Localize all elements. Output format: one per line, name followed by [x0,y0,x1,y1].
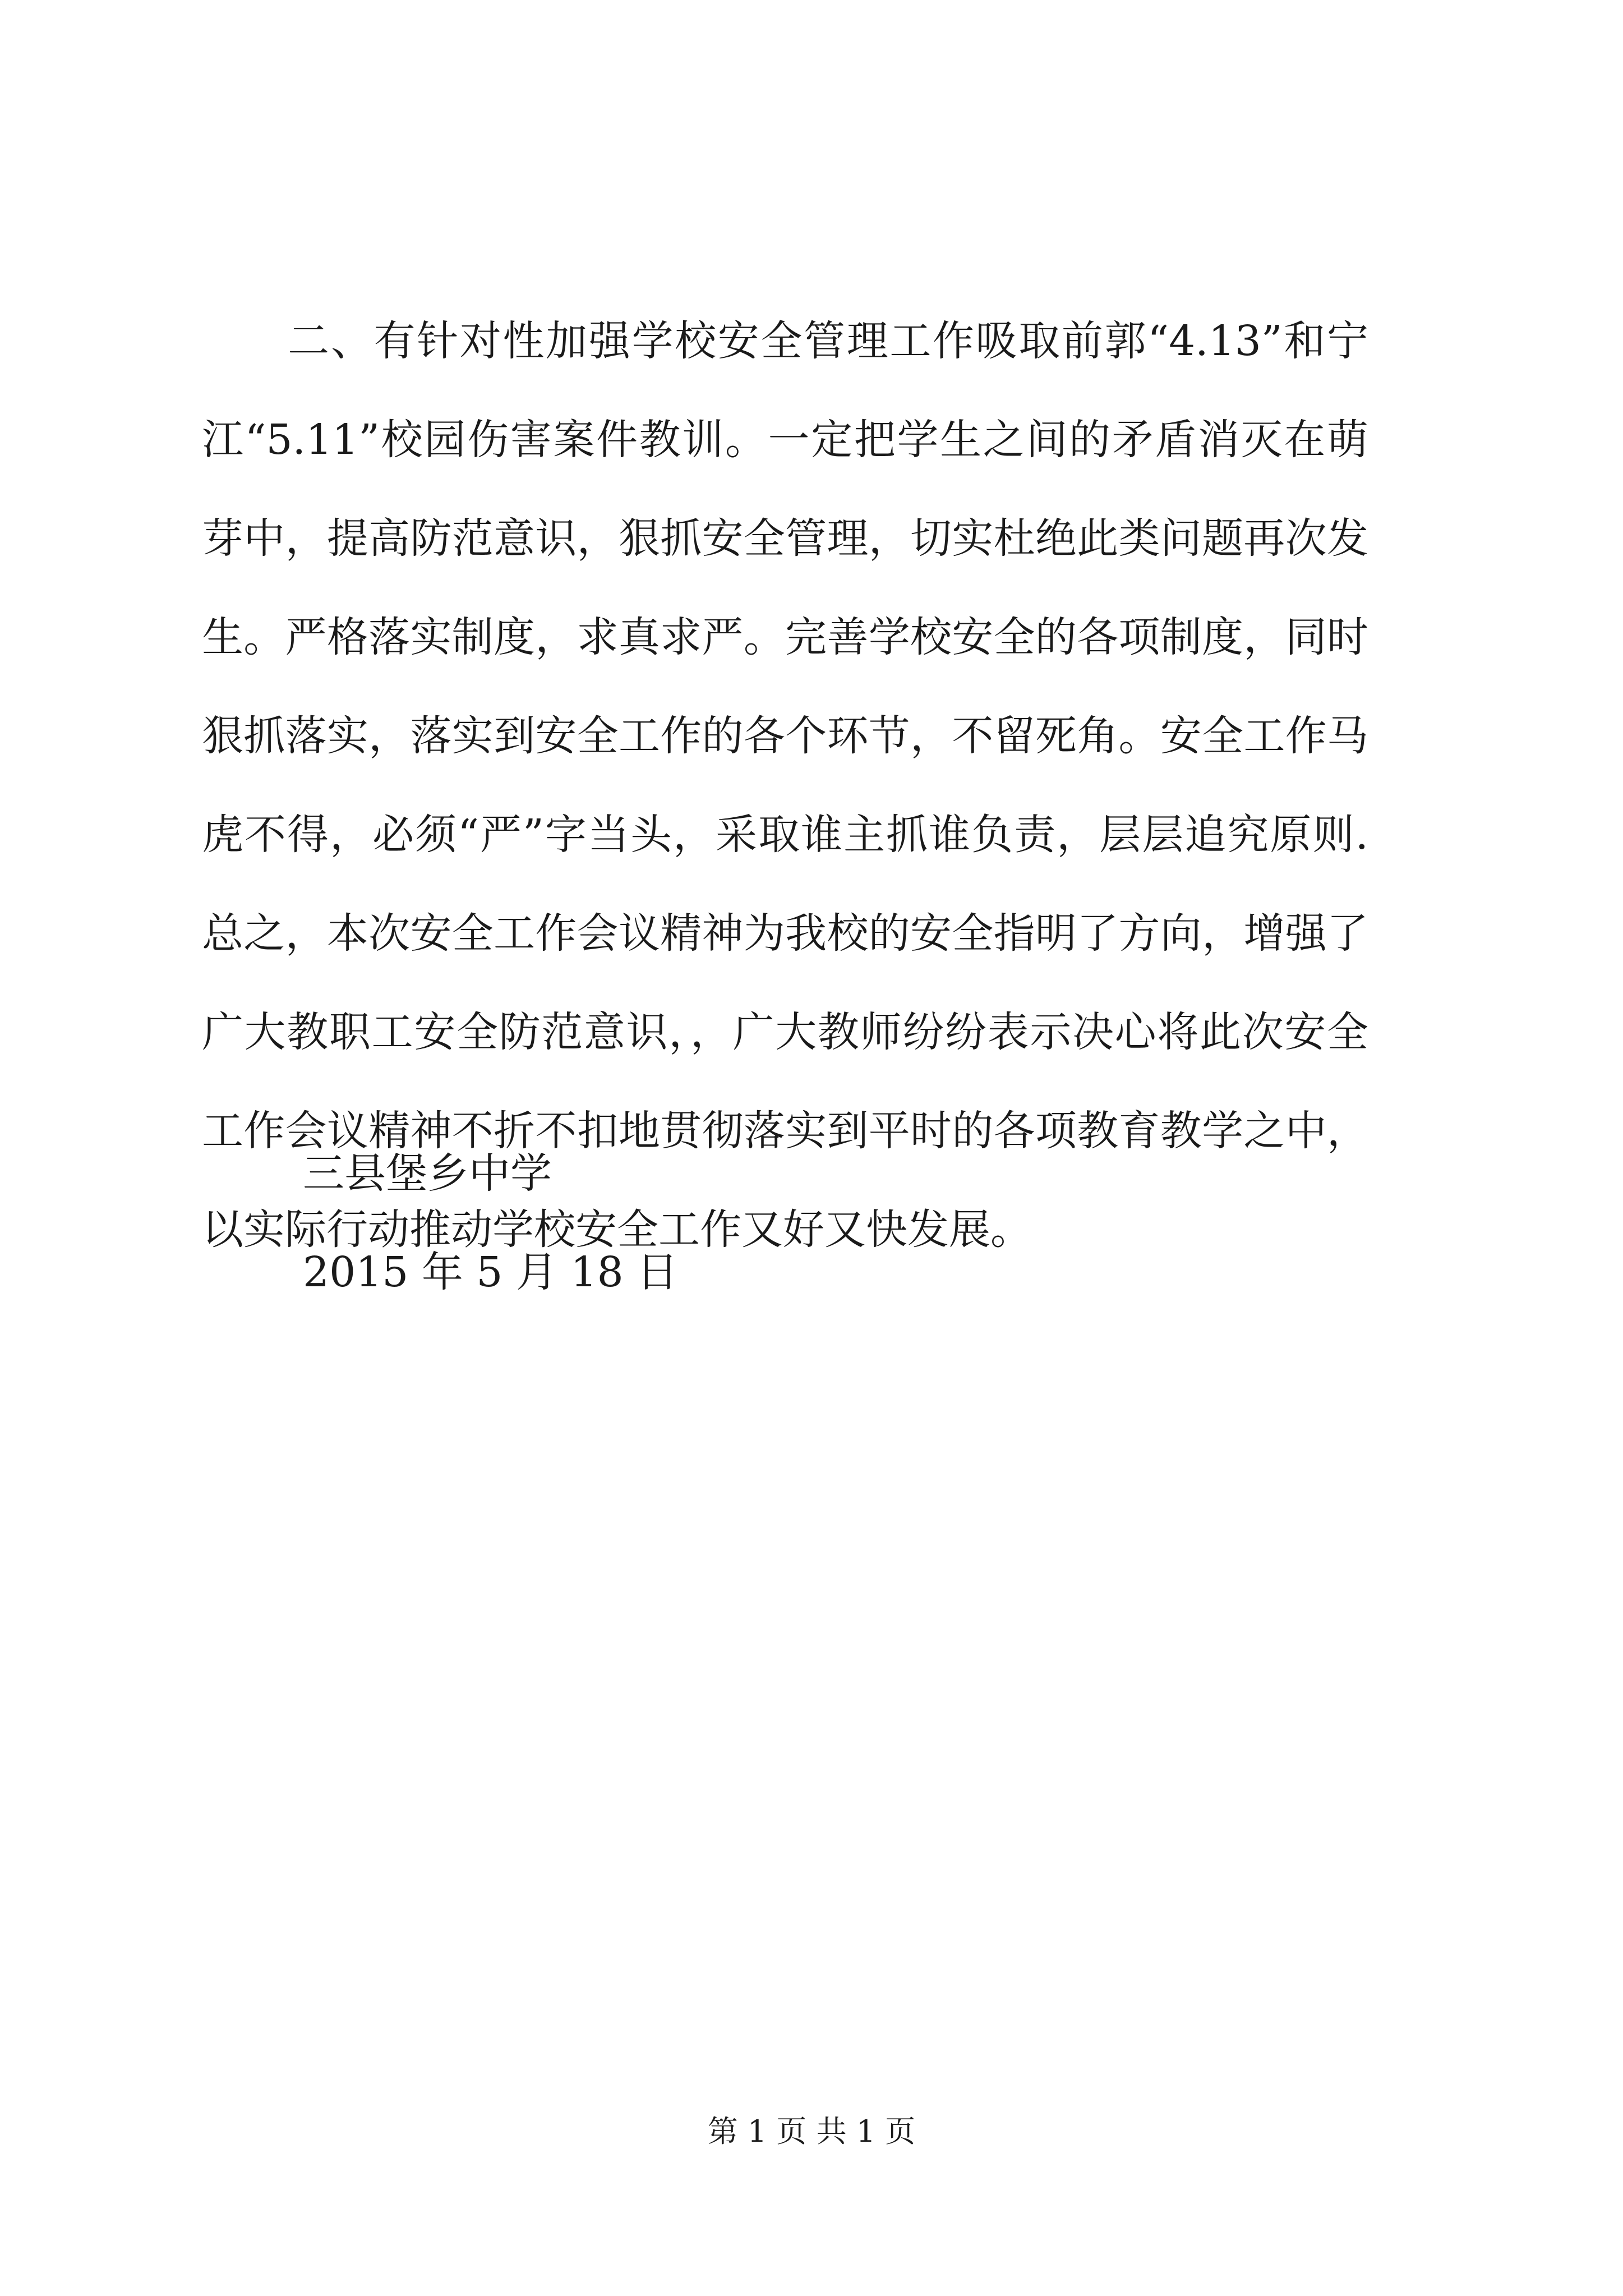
paragraph-line: 江“5.11”校园伤害案件教训。一定把学生之间的矛盾消灭在萌 [202,416,1368,464]
paragraph-line: 总之，本次安全工作会议精神为我校的安全指明了方向，增强了 [202,909,1368,958]
signature-school: 三县堡乡中学 [303,1149,552,1198]
paragraph-line: 狠抓落实，落实到安全工作的各个环节，不留死角。安全工作马 [202,712,1368,760]
closing-block [303,1124,678,1322]
paragraph-line: 芽中，提高防范意识，狠抓安全管理，切实杜绝此类问题再次发 [202,514,1368,563]
signature-date: 2015 年 5 月 18 日 [303,1248,679,1296]
paragraph-line: 生。严格落实制度，求真求严。完善学校安全的各项制度，同时 [202,613,1368,661]
paragraph-line: 工作会议精神不折不扣地贯彻落实到平时的各项教育教学之中， [202,1107,1368,1155]
paragraph-line: 虎不得，必须“严”字当头，采取谁主抓谁负责，层层追究原则. [202,811,1368,859]
paragraph-line: 二、有针对性加强学校安全管理工作吸取前郭“4.13”和宁 [202,317,1368,365]
paragraph-line: 以实际行动推动学校安全工作又好又快发展。 [202,1205,1032,1254]
paragraph-line: 广大教职工安全防范意识，，广大教师纷纷表示决心将此次安全 [202,1008,1368,1056]
page-footer: 第 1 页 共 1 页 [707,2114,916,2149]
